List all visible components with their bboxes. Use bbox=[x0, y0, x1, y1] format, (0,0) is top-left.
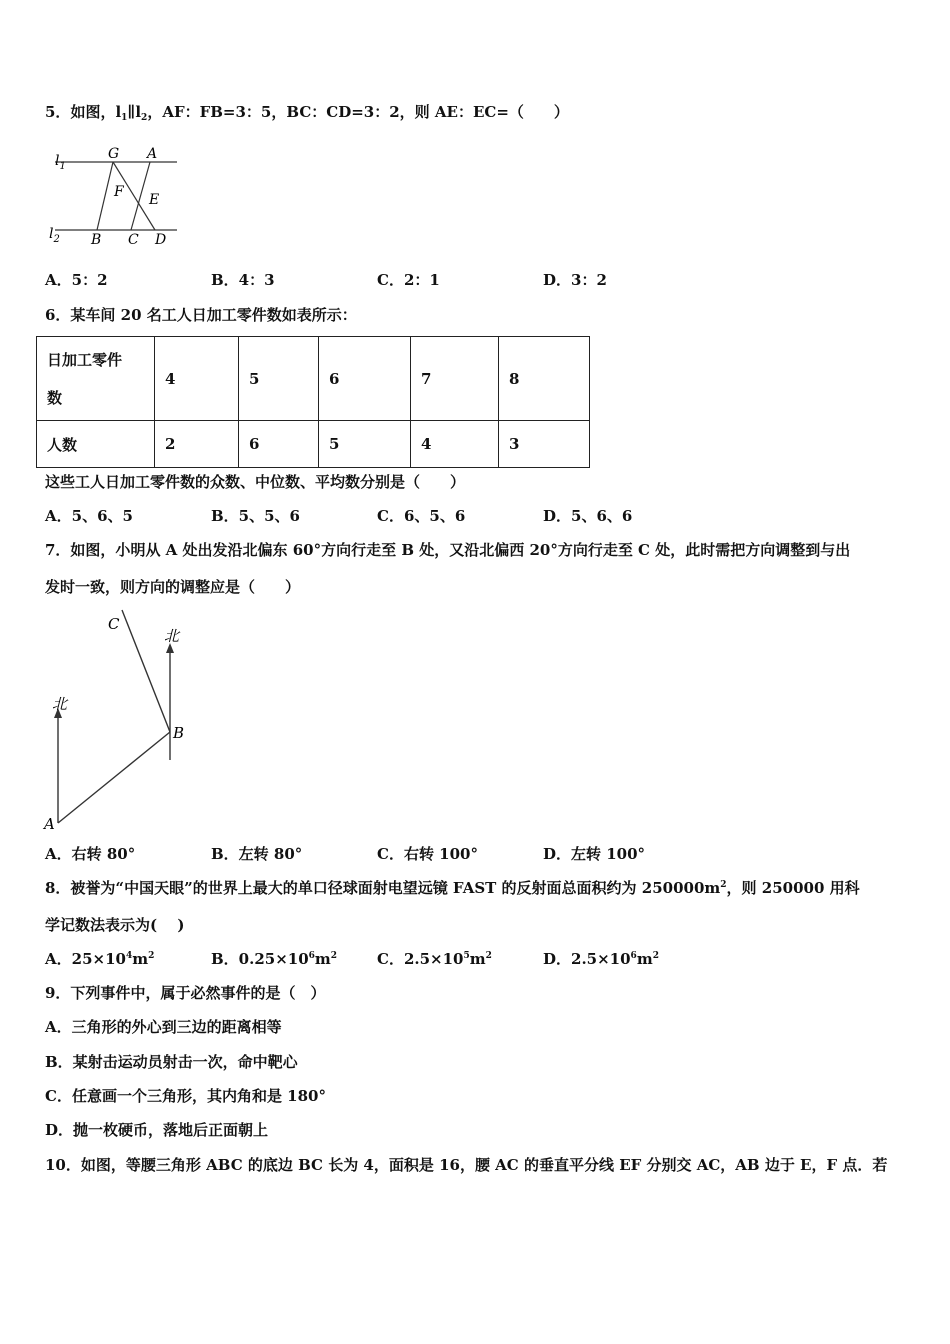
fig-label-a: A bbox=[44, 815, 55, 833]
q7-stem-line2: 发时一致，则方向的调整应是（ ） bbox=[45, 578, 301, 596]
fig-label-c: C bbox=[128, 232, 139, 248]
q6-question: 这些工人日加工零件数的众数、中位数、平均数分别是（ ） bbox=[45, 473, 466, 491]
q7-option-b: B．左转 80° bbox=[211, 845, 303, 863]
table-row-label: 人数 bbox=[37, 421, 155, 468]
q7-option-d: D．左转 100° bbox=[543, 845, 646, 863]
q6-option-a: A．5、6、5 bbox=[45, 507, 133, 525]
fig-label-d: D bbox=[155, 232, 167, 248]
q5-stem: 5．如图，$l_1\parallel l_2$，AF：FB=3：5，BC：CD=3：2，则 AE：EC=（ ） bbox=[45, 103, 569, 123]
table-header-row bbox=[37, 337, 590, 421]
table-cell: 3 bbox=[499, 421, 590, 468]
table-cell: 8 bbox=[499, 337, 590, 421]
svg-text:l1: $l_1$ bbox=[55, 153, 66, 172]
table-row bbox=[37, 421, 590, 468]
north-label-a: 北 bbox=[52, 695, 68, 713]
q8-option-d: D．$2.5\times 10^6m^2$ bbox=[543, 950, 659, 968]
q5-option-b: B．4：3 bbox=[211, 271, 275, 289]
fig-label-a: A bbox=[147, 146, 158, 162]
north-label-b: 北 bbox=[164, 627, 180, 645]
table-cell: 6 bbox=[239, 421, 319, 468]
table-cell: 7 bbox=[411, 337, 499, 421]
q5-option-d: D．3：2 bbox=[543, 271, 607, 289]
table-cell: 5 bbox=[319, 421, 411, 468]
q9-stem: 9．下列事件中，属于必然事件的是（ ） bbox=[45, 984, 326, 1002]
fig-label-f: F bbox=[114, 184, 124, 200]
q6-option-d: D．5、6、6 bbox=[543, 507, 633, 525]
q6-table bbox=[36, 336, 590, 468]
q10-stem-line1: 10．如图，等腰三角形 ABC 的底边 BC 长为 4，面积是 16，腰 AC 的垂直平分线 EF 分别交 AC，AB 边于 E，F 点．若 bbox=[45, 1156, 888, 1174]
q7-option-a: A．右转 80° bbox=[45, 845, 136, 863]
table-cell: 6 bbox=[319, 337, 411, 421]
q7-figure bbox=[40, 605, 200, 835]
q5-option-c: C．2：1 bbox=[377, 271, 440, 289]
q8-option-c: C．$2.5\times 10^5m^2$ bbox=[377, 950, 492, 968]
fig-label-l1: l bbox=[55, 153, 60, 169]
fig-label-c: C bbox=[108, 615, 120, 633]
q7-stem-line1: 7．如图，小明从 A 处出发沿北偏东 60°方向行走至 B 处，又沿北偏西 20°方向行走至 C 处，此时需把方向调整到与出 bbox=[45, 541, 851, 559]
q6-option-b: B．5、5、6 bbox=[211, 507, 300, 525]
q9-option-c: C．任意画一个三角形，其内角和是 180° bbox=[45, 1087, 326, 1105]
table-cell: 4 bbox=[155, 337, 239, 421]
q9-option-b: B．某射击运动员射击一次，命中靶心 bbox=[45, 1053, 298, 1071]
q9-option-a: A．三角形的外心到三边的距离相等 bbox=[45, 1018, 282, 1036]
fig-label-l2: l bbox=[49, 226, 54, 242]
q6-stem: 6．某车间 20 名工人日加工零件数如表所示： bbox=[45, 306, 357, 324]
q8-option-a: A．$25\times 10^4m^2$ bbox=[45, 950, 155, 968]
q6-option-c: C．6、5、6 bbox=[377, 507, 466, 525]
q7-option-c: C．右转 100° bbox=[377, 845, 478, 863]
table-cell: 4 bbox=[411, 421, 499, 468]
q5-figure bbox=[45, 140, 185, 252]
table-header-label: 日加工零件 数 bbox=[37, 337, 155, 421]
table-cell: 2 bbox=[155, 421, 239, 468]
q8-option-b: B．$0.25\times 10^6m^2$ bbox=[211, 950, 338, 968]
fig-label-b: B bbox=[91, 232, 102, 248]
q8-stem-line2: 学记数法表示为( ) bbox=[45, 916, 185, 934]
fig-label-g: G bbox=[108, 146, 120, 162]
q5-option-a: A．5：2 bbox=[45, 271, 108, 289]
fig-label-b: B bbox=[173, 724, 185, 742]
svg-text:l2: $l_2$ bbox=[49, 226, 60, 245]
table-cell: 5 bbox=[239, 337, 319, 421]
q9-option-d: D．抛一枚硬币，落地后正面朝上 bbox=[45, 1121, 269, 1139]
q8-stem-line1: 8．被誉为“中国天眼”的世界上最大的单口径球面射电望远镜 FAST 的反射面总面积约为 $250000m^2$，则 250000 用科 bbox=[45, 879, 860, 897]
fig-label-e: E bbox=[149, 192, 160, 208]
